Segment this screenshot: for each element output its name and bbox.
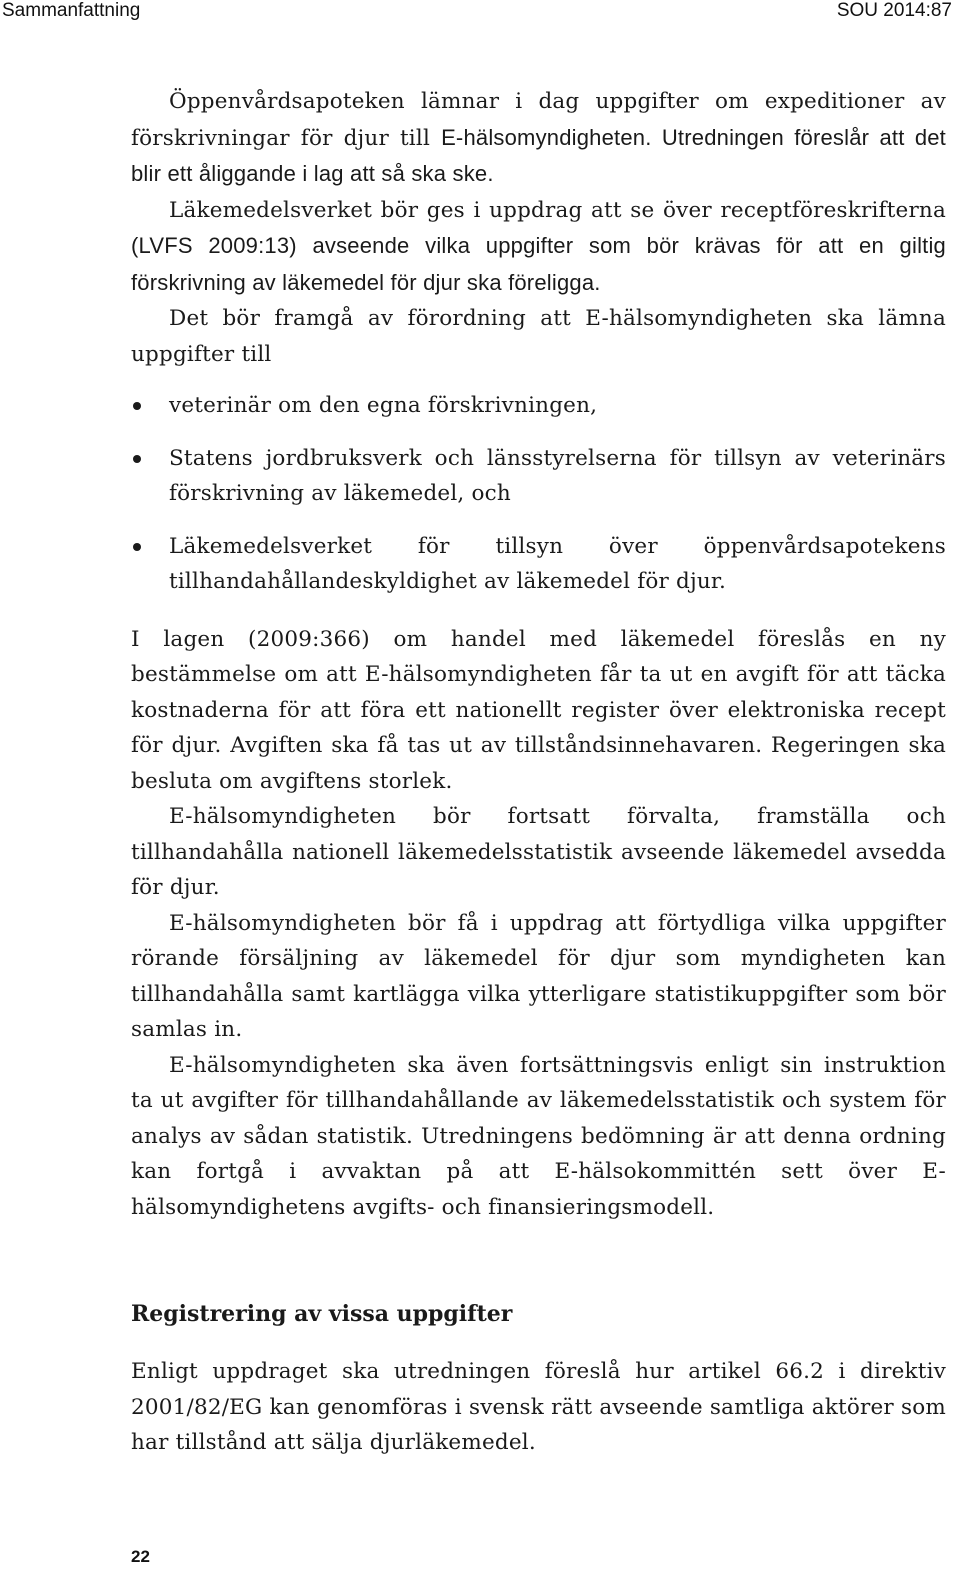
paragraph-7: E-hälsomyndigheten ska även fortsättningsvis enligt sin instruktion ta ut avgifter för tillhandahållande av läkemedelsstatistik och system för analys av sådan statistik. Utredningens bedömning är att denna ordning kan fortgå i avvaktan på att E-hälsokommittén sett över E-hälsomyndighetens avgifts- och finansieringsmodell. <box>131 1052 946 1220</box>
paragraph-4: I lagen (2009:366) om handel med läkemedel föreslås en ny bestämmelse om att E-hälsomyndigheten får ta ut en avgift för att täcka kostnaderna för att föra ett nationellt register över elektroniska recept för djur. Avgiften ska få tas ut av tillståndsinnehavaren. Regeringen ska besluta om avgiftens storlek. <box>131 626 946 794</box>
recipient-list <box>131 388 946 600</box>
paragraph-1-sans: E-hälsomyndigheten. Utredningen föreslår att det blir ett åliggande i lag att så ska ske. <box>131 124 946 186</box>
running-header <box>0 0 960 24</box>
main-text <box>131 84 946 1225</box>
list-item-text: Läkemedelsverket för tillsyn över öppenvårdsapotekens tillhandahållandeskyldighet av läkemedel för djur. <box>169 533 946 594</box>
paragraph-1-serif: Öppenvårdsapoteken lämnar i dag uppgifter om expeditioner av förskrivningar för djur till <box>131 89 946 151</box>
section-heading: Registrering av vissa uppgifter <box>131 1301 513 1327</box>
list-item-text: Statens jordbruksverk och länsstyrelserna för tillsyn av veterinärs förskrivning av läkemedel, och <box>169 445 946 506</box>
list-item <box>131 441 946 512</box>
section-paragraph: Enligt uppdraget ska utredningen föreslå hur artikel 66.2 i direktiv 2001/82/EG kan genomföras i svensk rätt avseende samtliga aktörer som har tillstånd att sälja djurläkemedel. <box>131 1359 946 1455</box>
list-item-text: veterinär om den egna förskrivningen, <box>169 393 598 418</box>
chapter-title: Sammanfattning <box>2 0 141 21</box>
bullet-icon <box>133 455 141 463</box>
paragraph-2-sans: (LVFS 2009:13) avseende vilka uppgifter som bör krävas för att en giltig förskrivning av läkemedel för djur ska föreligga. <box>131 233 946 295</box>
list-item <box>131 388 946 424</box>
paragraph-3: Det bör framgå av förordning att E-hälsomyndigheten ska lämna uppgifter till <box>131 306 946 367</box>
bullet-icon <box>133 402 141 410</box>
paragraph-6: E-hälsomyndigheten bör få i uppdrag att förtydliga vilka uppgifter rörande försäljning av läkemedel för djur som myndigheten kan tillhandahålla samt kartlägga vilka ytterligare statistikuppgifter som bör samlas in. <box>131 910 946 1042</box>
list-item <box>131 529 946 600</box>
bullet-icon <box>133 543 141 551</box>
paragraph-5: E-hälsomyndigheten bör fortsatt förvalta, framställa och tillhandahålla nationell läkemedelsstatistik avseende läkemedel avsedda för djur. <box>131 804 946 900</box>
document-reference: SOU 2014:87 <box>836 0 952 21</box>
page-number: 22 <box>131 1547 150 1566</box>
paragraph-2 <box>131 193 946 302</box>
paragraph-1 <box>131 84 946 193</box>
paragraph-2-serif: Läkemedelsverket bör ges i uppdrag att se över receptföreskrifterna <box>169 197 946 223</box>
